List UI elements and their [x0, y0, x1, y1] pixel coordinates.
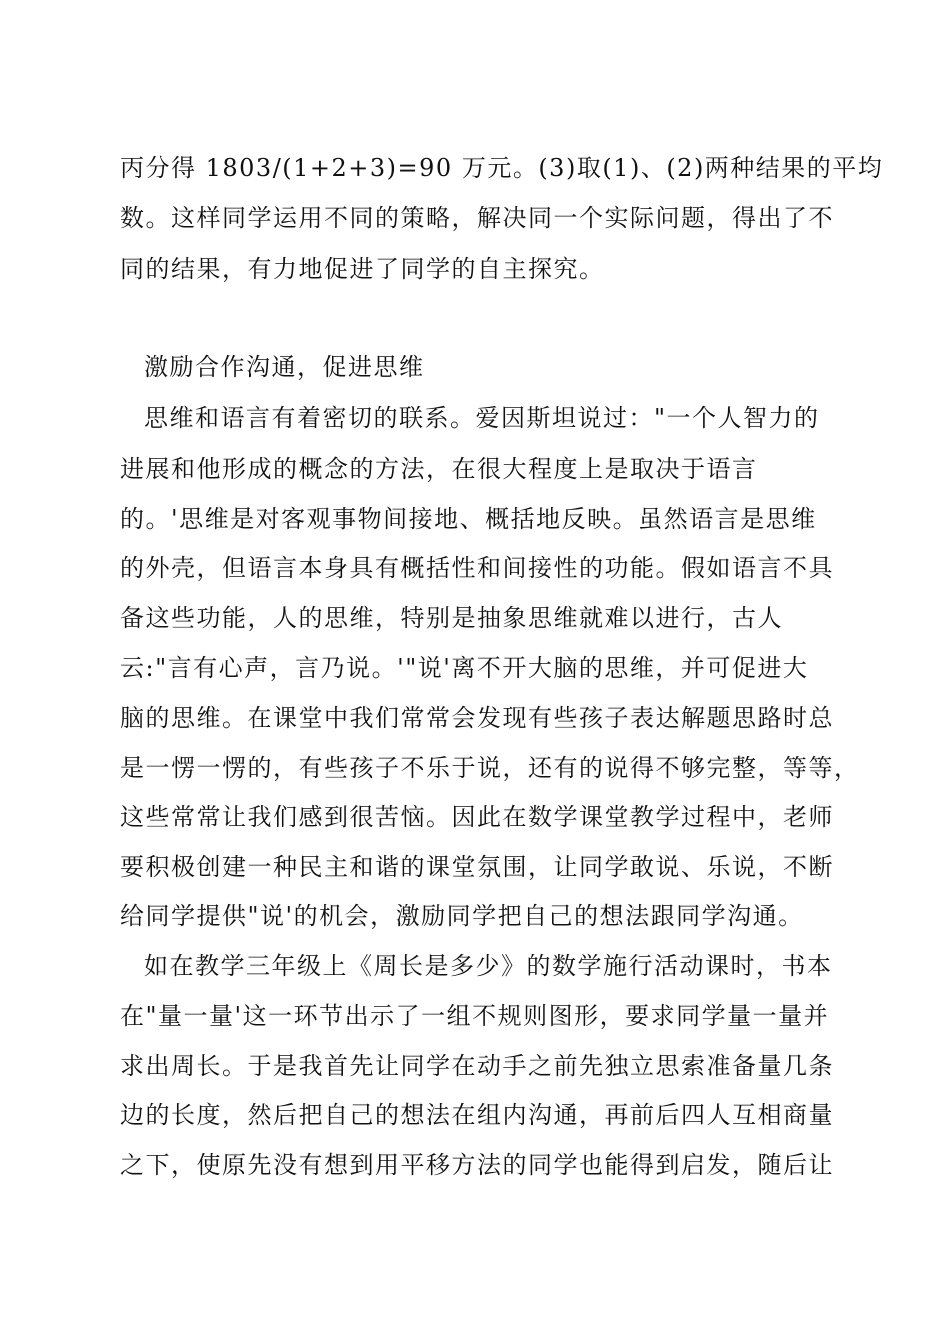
text-line: 丙分得 1803/(1+2+3)=90 万元。(3)取(1)、(2)两种结果的平均 — [120, 154, 884, 182]
text-line: 的外壳，但语言本身具有概括性和间接性的功能。假如语言不具 — [120, 554, 834, 582]
text-line: 数。这样同学运用不同的策略，解决同一个实际问题，得出了不 — [120, 204, 834, 232]
text-line: 脑的思维。在课堂中我们常常会发现有些孩子表达解题思路时总 — [120, 704, 834, 732]
text-line: 是一愣一愣的，有些孩子不乐于说，还有的说得不够完整，等等， — [120, 754, 860, 782]
text-line: 要积极创建一种民主和谐的课堂氛围，让同学敢说、乐说，不断 — [120, 853, 834, 881]
text-line: 如在教学三年级上《周长是多少》的数学施行活动课时，书本 — [144, 952, 833, 980]
text-line: 同的结果，有力地促进了同学的自主探究。 — [120, 255, 605, 283]
section-heading: 激励合作沟通，促进思维 — [144, 353, 425, 381]
text-line: 在"量一量'这一环节出示了一组不规则图形，要求同学量一量并 — [120, 1002, 830, 1030]
text-line: 这些常常让我们感到很苦恼。因此在数学课堂教学过程中，老师 — [120, 803, 834, 831]
text-line: 备这些功能，人的思维，特别是抽象思维就难以进行，古人 — [120, 604, 783, 632]
text-line: 云:"言有心声，言乃说。'"说'离不开大脑的思维，并可促进大 — [120, 654, 809, 682]
text-line: 进展和他形成的概念的方法，在很大程度上是取决于语言 — [120, 455, 758, 483]
text-line: 求出周长。于是我首先让同学在动手之前先独立思索准备量几条 — [120, 1052, 834, 1080]
text-line: 的。'思维是对客观事物间接地、概括地反映。虽然语言是思维 — [120, 505, 817, 533]
text-line: 边的长度，然后把自己的想法在组内沟通，再前后四人互相商量 — [120, 1101, 834, 1129]
text-line: 思维和语言有着密切的联系。爱因斯坦说过："一个人智力的 — [144, 404, 820, 432]
text-line: 之下，使原先没有想到用平移方法的同学也能得到启发，随后让 — [120, 1151, 834, 1179]
text-line: 给同学提供"说'的机会，激励同学把自己的想法跟同学沟通。 — [120, 902, 804, 930]
